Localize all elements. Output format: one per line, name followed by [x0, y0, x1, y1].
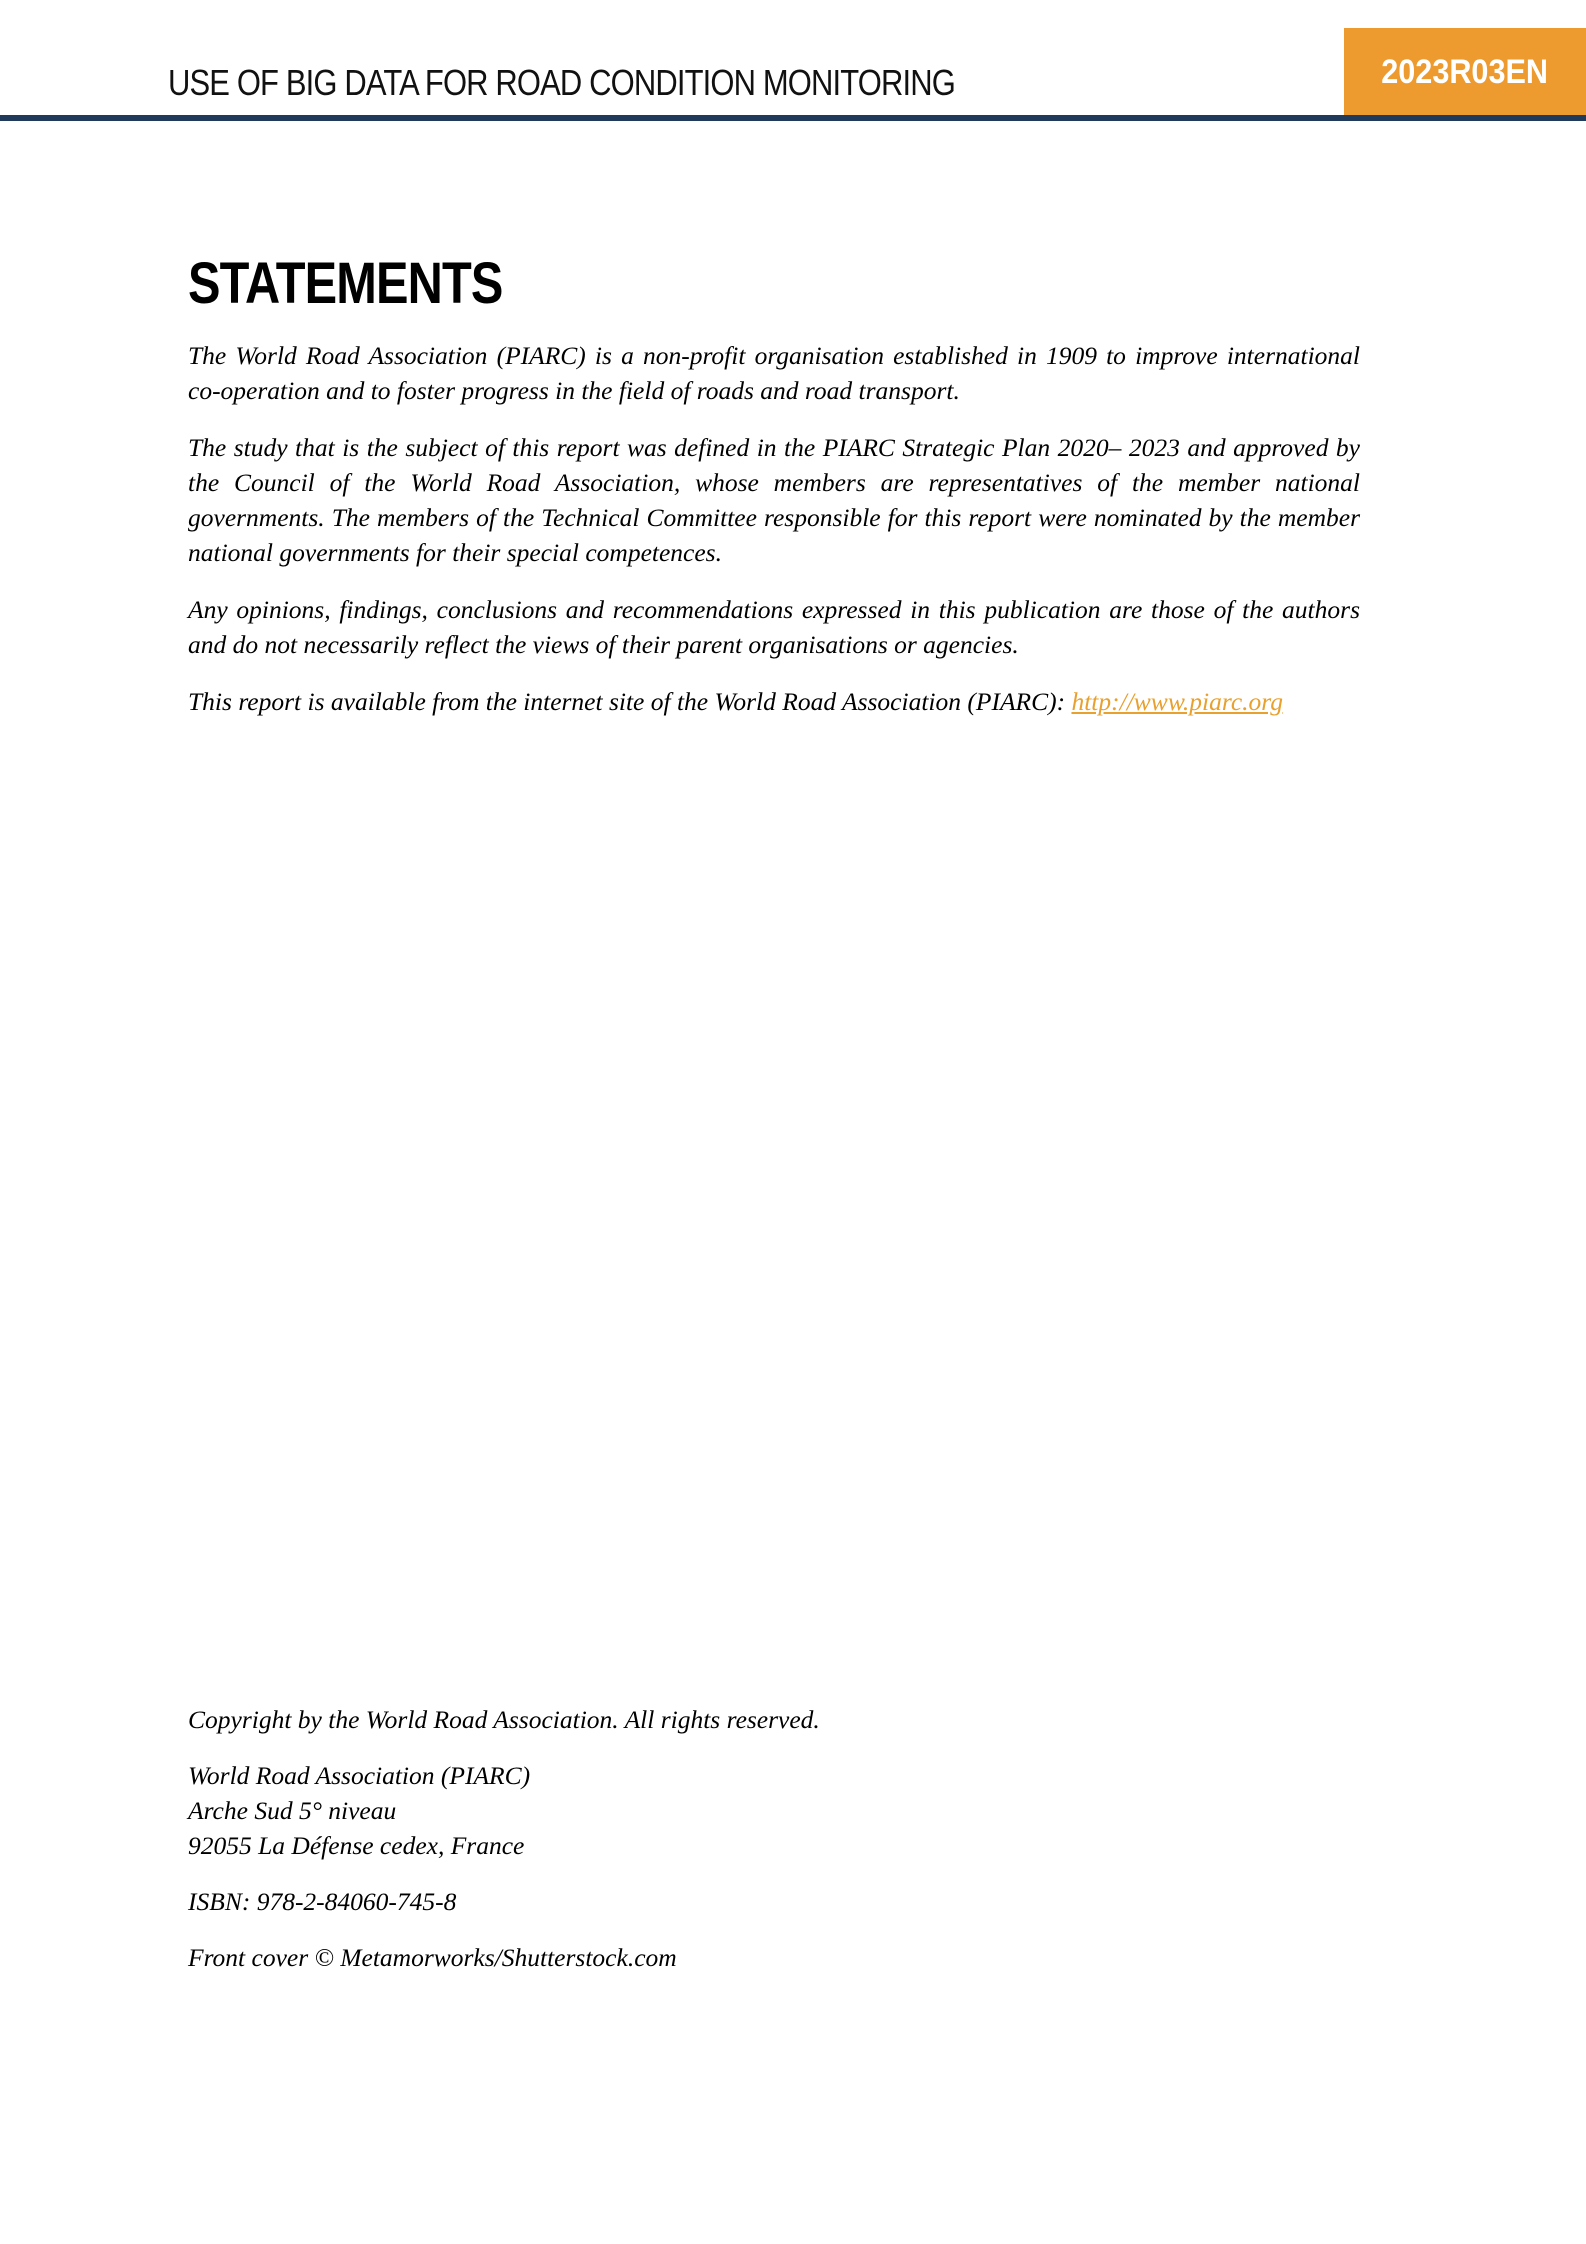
isbn: ISBN: 978-2-84060-745-8: [188, 1887, 457, 1916]
address-line-1: World Road Association (PIARC): [188, 1761, 531, 1790]
cover-credit: Front cover © Metamorworks/Shutterstock.com: [188, 1943, 677, 1972]
address-line-3: 92055 La Défense cedex, France: [188, 1831, 525, 1860]
page-header: [0, 0, 1586, 124]
paragraph-disclaimer: Any opinions, findings, conclusions and recommendations expressed in this publication are those of the authors and do not necessarily reflect the views of their parent organisations or agencies.: [188, 595, 1360, 659]
paragraph-availability: [188, 684, 1360, 719]
report-code-badge: [1344, 28, 1586, 116]
report-code: 2023R03EN: [1381, 53, 1549, 91]
address-line-2: Arche Sud 5° niveau: [188, 1796, 397, 1825]
paragraph-piarc-intro: The World Road Association (PIARC) is a non-profit organisation established in 1909 to improve international co-operation and to foster progress in the field of roads and road transport.: [188, 341, 1360, 405]
publication-info: [188, 1702, 1360, 1975]
paragraph-study-definition: The study that is the subject of this report was defined in the PIARC Strategic Plan 2020– 2023 and approved by the Council of the World Road Association, whose members are representatives of the member national governments. The members of the Technical Committee responsible for this report were nominated by the member national governments for their special competences.: [188, 433, 1360, 567]
statements-body: [188, 338, 1360, 741]
section-heading: STATEMENTS: [188, 251, 503, 316]
report-title: USE OF BIG DATA FOR ROAD CONDITION MONITORING: [168, 62, 955, 103]
piarc-website-link[interactable]: http://www.piarc.org: [1071, 687, 1284, 716]
copyright-notice: Copyright by the World Road Association. All rights reserved.: [188, 1705, 820, 1734]
header-divider: [0, 115, 1586, 121]
availability-text: This report is available from the internet site of the World Road Association (PIARC):: [188, 687, 1072, 716]
